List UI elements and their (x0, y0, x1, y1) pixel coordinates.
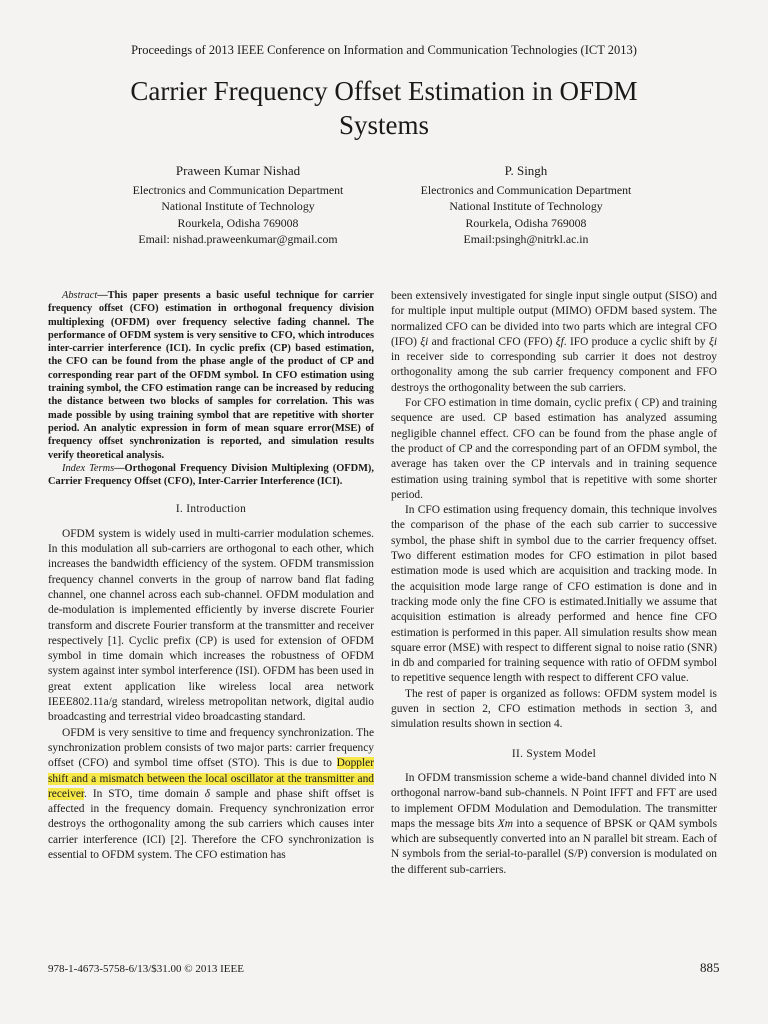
author-dept: Electronics and Communication Department (420, 182, 632, 197)
paragraph: The rest of paper is organized as follows: OFDM system model is guven in section 2, CFO estimation methods in section 3, and simulation results shown in section 4. (391, 687, 717, 731)
text-run: and fractional CFO (FFO) (428, 335, 556, 348)
abstract-text: —This paper presents a basic useful technique for carrier frequency offset (CFO) estimation in orthogonal frequency division multiplexing (OFDM) over frequency selective fading channel. The performance of OFDM system is very sensitive to CFO, which introduces inter-carrier interference (ICI). In cyclic prefix (CP) based estimation, the CFO can be found from the phase angle of the product of CP and corresponding rear part of the OFDM symbol. In CFO estimation using training symbol, the CFO estimation range can be increased by reducing the distance between two blocks of samples for correlation. This was made possible by using training symbol that are repetitive with shorter period. An analytic expression in form of mean square error(MSE) of frequency offset synchronization is reported, and simulation results verify theoretical analysis. (48, 290, 374, 461)
author-block-1 (88, 163, 388, 248)
text-run: In OFDM transmission scheme a wide-band channel divided into N orthogonal narrow-band sub-channels. N Point IFFT and FFT are used to implement OFDM Modulation and Demodulation. The transmitter maps the message bits (391, 771, 717, 830)
left-column (48, 289, 374, 863)
text-run: . In STO, time domain (84, 787, 205, 800)
copyright-footer: 978-1-4673-5758-6/13/$31.00 © 2013 IEEE (48, 963, 244, 975)
paragraph (48, 726, 374, 864)
math-xi-i: ξi (708, 335, 717, 348)
text-run: been extensively investigated for single input single output (SISO) and for multiple input multiple output (MIMO) OFDM based system. The normalized CFO can be divided into two parts which are integral CFO (IFO) (391, 290, 717, 348)
page-number: 885 (700, 960, 720, 975)
author-block-2 (376, 163, 676, 248)
math-xi-i: ξi (420, 335, 429, 348)
author-address: Rourkela, Odisha 769008 (177, 215, 299, 230)
paragraph (391, 771, 717, 878)
title-line-1: Carrier Frequency Offset Estimation in OFDM (130, 76, 638, 106)
right-column (391, 289, 717, 878)
text-run: OFDM is very sensitive to time and frequency synchronization. The synchronization problem consists of two major parts: carrier frequency offset (CFO) and symbol time offset (STO). This is due to (48, 726, 374, 770)
section-heading-introduction: I. Introduction (175, 503, 247, 516)
index-terms (48, 462, 374, 489)
text-run: . IFO produce a cyclic shift by (563, 335, 709, 348)
author-institution: National Institute of Technology (449, 199, 603, 213)
author-institution: National Institute of Technology (161, 199, 315, 213)
math-xm: Xm (497, 817, 513, 830)
index-terms-text: —Orthogonal Frequency Division Multiplexing (OFDM), Carrier Frequency Offset (CFO), Inter-Carrier Interference (ICI). (48, 462, 374, 488)
abstract (48, 289, 374, 462)
abstract-label: Abstract (62, 290, 98, 301)
index-terms-label: Index Terms (62, 462, 115, 474)
author-dept: Electronics and Communication Department (132, 182, 344, 197)
text-run: into a sequence of BPSK or QAM symbols which are subsequently converted into an N parallel bit stream. Each of N symbols from the serial-to-parallel (S/P) conversion is modulated on the different sub-carriers. (391, 817, 717, 876)
author-email[interactable]: Email:psingh@nitrkl.ac.in (463, 232, 589, 246)
text-run: sample and phase shift offset is affected in the frequency domain. Frequency synchronization error destroys the orthogonality among the sub carriers which causes inter carrier interference (ICI) [2]. Therefore the CFO synchronization is essential to OFDM system. The CFO estimation has (48, 787, 374, 861)
paragraph: In CFO estimation using frequency domain, this technique involves the comparison of the phase of the each sub carrier to successive symbol, the phase shift in symbol due to the carrier frequency offset. Two different estimation modes for CFO estimation in pilot based estimation mode is used which are acquisition and tracking mode. In the acquisition mode large range of CFO estimation is done and in tracking mode only the fine CFO is estimated.Initially we assume that acquisition estimation is already performed and hence fine CFO estimation is performed in this paper. All simulation results show mean square error (MSE) with respect to different signal to noise ratio (SNR) in db and comparied for training sequence with ratio of OFDM symbol to repetitive sequence length with respect to different CFO value. (391, 504, 717, 685)
paragraph: For CFO estimation in time domain, cyclic prefix ( CP) and training sequence are used. CP based estimation has analyzed assuming negligible channel effect. CFO can be found from the phase angle of the product of CP and the corresponding part of an OFDM symbol, the average has taken over the CP intervals and in training sequence estimation using training symbol that is repetitive with some shorter period. (391, 397, 717, 501)
author-name: P. Singh (504, 163, 548, 178)
highlighted-text[interactable]: Doppler shift and a mismatch between the local oscillator at the transmitter and receiver (48, 757, 374, 800)
author-email[interactable]: Email: nishad.praweenkumar@gmail.com (138, 232, 338, 246)
math-delta: δ (204, 787, 211, 800)
paper-title (60, 74, 708, 142)
paragraph (391, 289, 717, 396)
title-line-2: Systems (338, 110, 430, 140)
conference-header: Proceedings of 2013 IEEE Conference on Information and Communication Technologies (ICT 2013) (131, 43, 637, 57)
author-address: Rourkela, Odisha 769008 (465, 215, 587, 230)
section-heading-system-model: II. System Model (511, 747, 597, 760)
paragraph: OFDM system is widely used in multi-carrier modulation schemes. In this modulation all sub-carriers are orthogonal to each other, which increases the bandwidth efficiency of the system. OFDM transmission frequency channel converts in the group of narrow band flat fading channel, one channel across each sub-channel. OFDM modulation and de-modulation is implemented efficiently by inverse discrete Fourier transform and discrete Fourier transform at the transmitter and receiver respectively [1]. Cyclic prefix (CP) is used for extension of OFDM symbol in time domain which increases the robustness of OFDM system against inter symbol interference (ISI). OFDM has been used in great extent application like wireless local area network IEEE802.11a/g standard, wireless metropolitan network, digital audio broadcasting and terrestrial video broadcasting standard. (48, 527, 374, 724)
text-run: in receiver side to corresponding sub carrier it does not destroy orthogonality among the sub carrier frequency component and FFO destroys the orthogonality between the sub carriers. (391, 351, 717, 394)
author-name: Praween Kumar Nishad (175, 163, 301, 178)
math-xi-f: ξf (555, 335, 564, 348)
